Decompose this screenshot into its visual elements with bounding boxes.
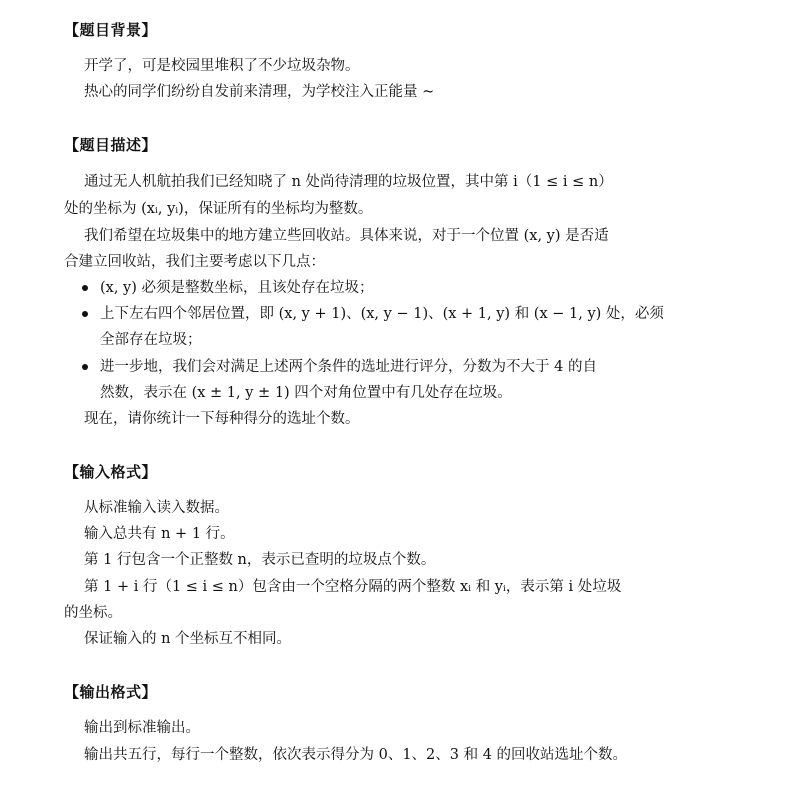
description-bullet-2-line1: 上下左右四个邻居位置，即 (x, y + 1)、(x, y − 1)、(x + 1, y) 和 (x − 1, y) 处，必须: [100, 306, 664, 322]
background-line-2: 热心的同学们纷纷自发前来清理，为学校注入正能量 ~: [84, 84, 435, 100]
description-closing: 现在，请你统计一下每种得分的选址个数。: [84, 411, 360, 427]
background-line-1: 开学了，可是校园里堆积了不少垃圾杂物。: [84, 58, 360, 74]
bullet-dot-1: [82, 285, 88, 291]
description-p2-line1: 我们希望在垃圾集中的地方建立些回收站。具体来说，对于一个位置 (x, y) 是否适: [84, 228, 609, 244]
heading-background: 【题目背景】: [64, 21, 158, 39]
description-p1-line2: 处的坐标为 (xᵢ, yᵢ)，保证所有的坐标均为整数。: [64, 201, 373, 217]
output-line-2: 输出共五行，每行一个整数，依次表示得分为 0、1、2、3 和 4 的回收站选址个数。: [84, 747, 628, 763]
description-bullet-3-line2: 然数，表示在 (x ± 1, y ± 1) 四个对角位置中有几处存在垃圾。: [100, 385, 512, 401]
input-line-4a: 第 1 + i 行（1 ≤ i ≤ n）包含由一个空格分隔的两个整数 xᵢ 和 yᵢ，表示第 i 处垃圾: [84, 579, 622, 595]
heading-output: 【输出格式】: [64, 683, 158, 701]
input-line-1: 从标准输入读入数据。: [84, 500, 229, 516]
input-line-2: 输入总共有 n + 1 行。: [84, 526, 235, 542]
description-bullet-2-line2: 全部存在垃圾；: [100, 332, 202, 348]
bullet-dot-3: [82, 364, 88, 370]
description-p1-line1: 通过无人机航拍我们已经知晓了 n 处尚待清理的垃圾位置，其中第 i（1 ≤ i ≤ n）: [84, 174, 613, 190]
heading-input: 【输入格式】: [64, 463, 158, 481]
output-line-1: 输出到标准输出。: [84, 720, 200, 736]
input-line-4b: 的坐标。: [64, 605, 122, 621]
heading-description: 【题目描述】: [64, 136, 158, 154]
description-bullet-1: (x, y) 必须是整数坐标，且该处存在垃圾；: [100, 280, 374, 296]
description-bullet-3-line1: 进一步地，我们会对满足上述两个条件的选址进行评分，分数为不大于 4 的自: [100, 359, 597, 375]
input-line-3: 第 1 行包含一个正整数 n，表示已查明的垃圾点个数。: [84, 552, 436, 568]
description-p2-line2: 合建立回收站，我们主要考虑以下几点：: [64, 254, 325, 270]
input-line-5: 保证输入的 n 个坐标互不相同。: [84, 631, 292, 647]
bullet-dot-2: [82, 311, 88, 317]
